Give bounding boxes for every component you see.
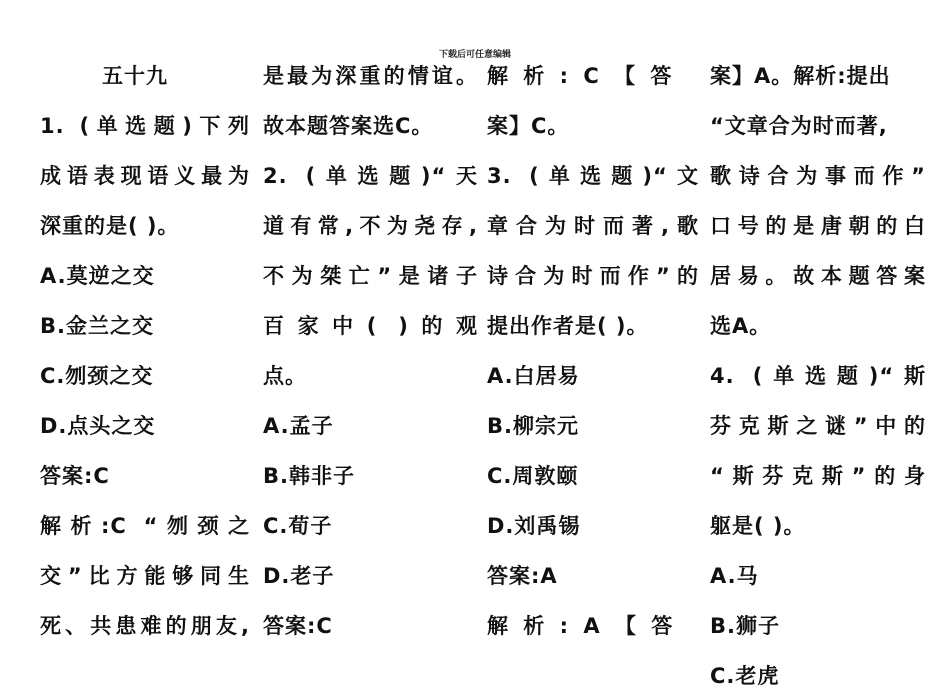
- answer: 答案:A: [487, 564, 558, 588]
- answer: 答案:C: [40, 464, 110, 488]
- analysis-line: 口号的是唐朝的白: [710, 214, 926, 238]
- answer: 答案:C: [263, 614, 333, 638]
- option-d: D.点头之交: [40, 414, 156, 438]
- option-b: B.韩非子: [263, 464, 355, 488]
- column-1: [40, 64, 250, 639]
- option-c: C.荀子: [263, 514, 333, 538]
- question-4-line: 4. (单选题)“斯: [710, 364, 926, 388]
- question-3-line: 诗合为时而作”的: [487, 264, 699, 288]
- question-2-line: 道有常,不为尧存,: [263, 214, 478, 238]
- option-c: C.刎颈之交: [40, 364, 154, 388]
- analysis-line: 案】A。解析:提出: [710, 64, 891, 88]
- analysis-line: 死、共患难的朋友,: [40, 614, 250, 638]
- question-2-line: 不为桀亡”是诸子: [263, 264, 478, 288]
- option-d: D.刘禹锡: [487, 514, 581, 538]
- question-4-line: 躯是( )。: [710, 514, 806, 538]
- question-3-line: 3. (单选题)“文: [487, 164, 699, 188]
- question-1-line: 深重的是( )。: [40, 214, 180, 238]
- question-1-line: 1. (单选题)下列: [40, 114, 250, 138]
- question-4-line: “斯芬克斯”的身: [710, 464, 926, 488]
- column-3: [487, 64, 699, 639]
- analysis-line: 选A。: [710, 314, 772, 338]
- option-c: C.老虎: [710, 664, 780, 688]
- option-a: A.马: [710, 564, 759, 588]
- page-header: 下载后可任意编辑: [438, 50, 511, 60]
- column-2: [263, 64, 478, 639]
- option-a: A.莫逆之交: [40, 264, 155, 288]
- question-3-line: 提出作者是( )。: [487, 314, 649, 338]
- question-3-line: 章合为时而著,歌: [487, 214, 699, 238]
- question-1-line: 成语表现语义最为: [40, 164, 250, 188]
- question-4-line: 芬克斯之谜”中的: [710, 414, 926, 438]
- option-b: B.金兰之交: [40, 314, 154, 338]
- analysis-line: 故本题答案选C。: [263, 114, 434, 138]
- question-2-line: 2. (单选题)“天: [263, 164, 478, 188]
- option-b: B.狮子: [710, 614, 780, 638]
- option-a: A.孟子: [263, 414, 334, 438]
- option-a: A.白居易: [487, 364, 580, 388]
- analysis-line: 交”比方能够同生: [40, 564, 250, 588]
- section-title: 五十九: [102, 64, 168, 88]
- option-b: B.柳宗元: [487, 414, 579, 438]
- column-4: [710, 64, 926, 689]
- analysis-line: “文章合为时而著,: [710, 114, 888, 138]
- analysis-line: 解 析 : A 【 答: [487, 614, 674, 638]
- analysis-line: 歌诗合为事而作”: [710, 164, 926, 188]
- analysis-line: 居易。故本题答案: [710, 264, 926, 288]
- option-d: D.老子: [263, 564, 335, 588]
- question-2-line: 点。: [263, 364, 307, 388]
- analysis-line: 是最为深重的情谊。: [263, 64, 478, 88]
- analysis-line: 解析:C “刎颈之: [40, 514, 250, 538]
- question-2-line: 百家中( )的观: [263, 314, 478, 338]
- analysis-line: 案】C。: [487, 114, 570, 138]
- option-c: C.周敦颐: [487, 464, 579, 488]
- analysis-line: 解 析 : C 【 答: [487, 64, 673, 88]
